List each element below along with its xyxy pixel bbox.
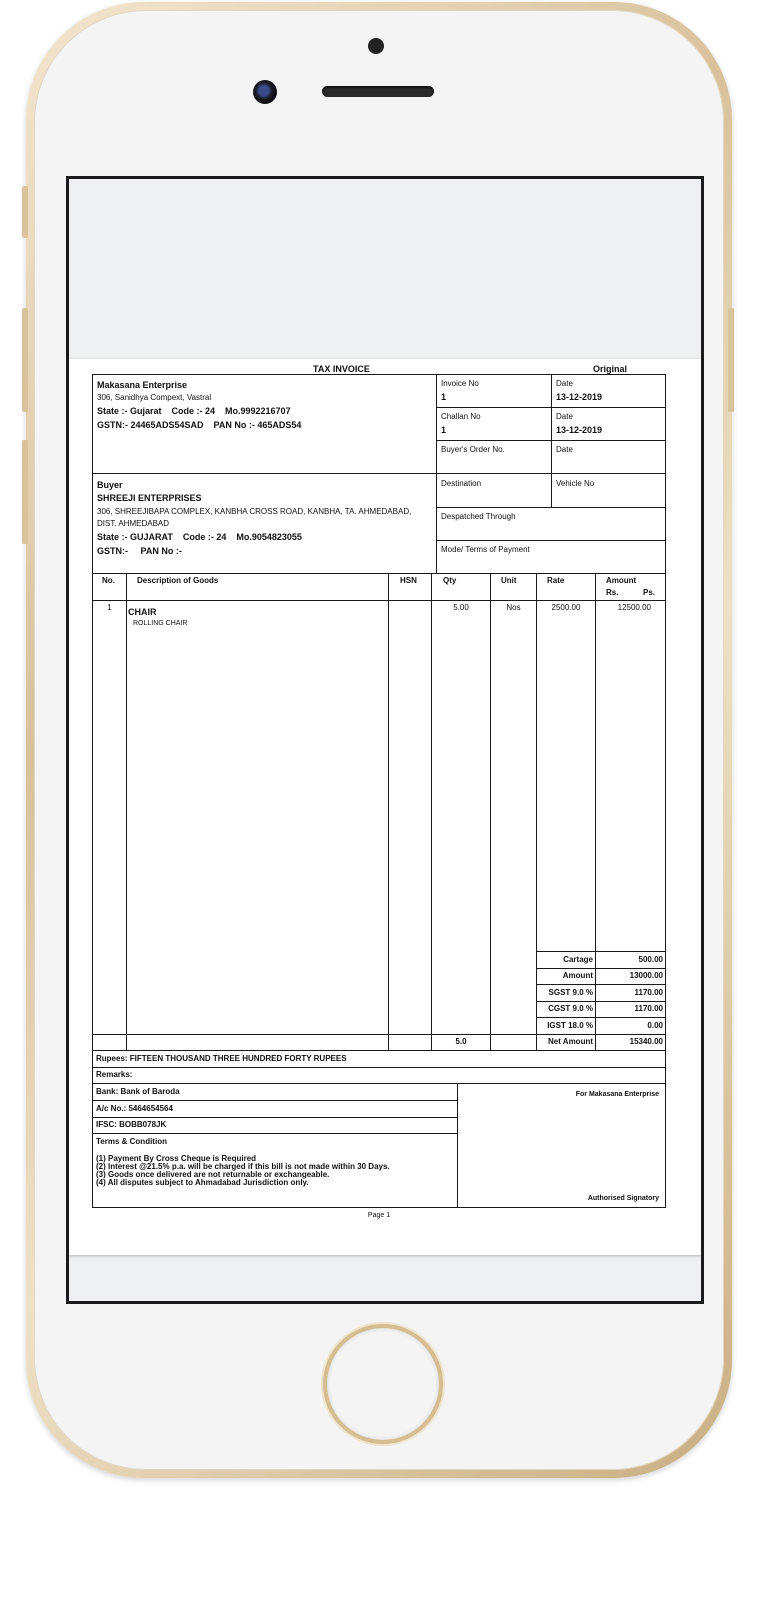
item-name: CHAIR <box>128 607 157 617</box>
seller-name: Makasana Enterprise <box>97 380 188 390</box>
buyer-address-line1: 306, SHREEJIBAPA COMPLEX, KANBHA CROSS ROAD, KANBHA, TA. AHMEDABAD, <box>97 507 412 516</box>
col-unit: Unit <box>501 576 517 585</box>
amount-label: Amount <box>562 971 593 980</box>
col-no: No. <box>102 576 115 585</box>
seller-state: State :- Gujarat Code :- 24 Mo.9992216707 <box>97 406 291 416</box>
cgst-value: 1170.00 <box>634 1004 663 1013</box>
term-4: (4) All disputes subject to Ahmadabad Jurisdiction only. <box>96 1178 309 1187</box>
mute-switch <box>22 186 28 238</box>
col-rate: Rate <box>547 576 565 585</box>
igst-label: IGST 18.0 % <box>547 1021 593 1030</box>
cgst-label: CGST 9.0 % <box>548 1004 593 1013</box>
term-1: (1) Payment By Cross Cheque is Required <box>96 1154 257 1163</box>
item-rate: 2500.00 <box>551 603 581 612</box>
buyer-state: State :- GUJARAT Code :- 24 Mo.9054823055 <box>97 532 302 542</box>
account-number: A/c No.: 5464654564 <box>96 1104 173 1113</box>
remarks-label: Remarks: <box>96 1070 133 1079</box>
authorised-signatory: Authorised Signatory <box>587 1195 659 1202</box>
for-company: For Makasana Enterprise <box>575 1091 659 1098</box>
total-qty: 5.0 <box>455 1037 467 1046</box>
col-hsn: HSN <box>400 576 417 585</box>
destination-label: Destination <box>441 479 482 488</box>
invoice-date: 13-12-2019 <box>556 392 603 402</box>
home-button[interactable] <box>327 1328 439 1440</box>
phone-screen <box>66 176 704 1304</box>
terms-heading: Terms & Condition <box>96 1137 167 1146</box>
col-qty: Qty <box>443 576 457 585</box>
table-row <box>93 603 665 633</box>
sgst-value: 1170.00 <box>634 988 663 997</box>
earpiece-speaker <box>322 86 434 97</box>
col-description: Description of Goods <box>137 576 219 585</box>
challan-no: 1 <box>441 425 447 435</box>
bank-name: Bank: Bank of Baroda <box>96 1087 180 1096</box>
volume-down-button <box>22 440 28 544</box>
invoice-no: 1 <box>441 392 447 402</box>
front-camera-icon <box>253 80 277 104</box>
amount-in-words: Rupees: FIFTEEN THOUSAND THREE HUNDRED FORTY RUPEES <box>96 1054 347 1063</box>
challan-date-label: Date <box>556 412 573 421</box>
invoice-title: TAX INVOICE <box>313 364 370 374</box>
buyer-name: SHREEJI ENTERPRISES <box>97 493 202 503</box>
buyers-order-label: Buyer's Order No. <box>441 445 505 454</box>
amount-value: 13000.00 <box>629 971 663 980</box>
invoice-date-label: Date <box>556 379 573 388</box>
cartage-label: Cartage <box>563 955 593 964</box>
net-amount-label: Net Amount <box>547 1037 593 1046</box>
invoice-no-label: Invoice No <box>441 379 479 388</box>
power-button <box>728 308 734 412</box>
page-number: Page 1 <box>367 1212 391 1219</box>
order-date-label: Date <box>556 445 573 454</box>
copy-label: Original <box>593 364 628 374</box>
term-3: (3) Goods once delivered are not returnable or exchangeable. <box>96 1170 330 1179</box>
item-unit: Nos <box>506 603 521 612</box>
seller-gstin: GSTN:- 24465ADS54SAD PAN No :- 465ADS54 <box>97 420 302 430</box>
buyer-heading: Buyer <box>97 480 123 490</box>
despatched-label: Despatched Through <box>441 512 516 521</box>
proximity-sensor <box>368 38 384 54</box>
col-rs: Rs. <box>606 588 619 597</box>
net-amount-value: 15340.00 <box>629 1037 663 1046</box>
challan-no-label: Challan No <box>441 412 481 421</box>
item-qty: 5.00 <box>453 603 469 612</box>
ifsc-code: IFSC: BOBB078JK <box>96 1120 167 1129</box>
item-amount: 12500.00 <box>617 603 651 612</box>
col-amount: Amount <box>606 576 637 585</box>
seller-address: 306, Sanidhya Compext, Vastral <box>97 393 212 402</box>
cartage-value: 500.00 <box>638 955 663 964</box>
item-detail: ROLLING CHAIR <box>133 620 188 627</box>
buyer-gstin: GSTN:- PAN No :- <box>97 546 182 556</box>
term-2: (2) Interest @21.5% p.a. will be charged if this bill is not made within 30 Days. <box>96 1162 390 1171</box>
igst-value: 0.00 <box>647 1021 663 1030</box>
item-no: 1 <box>107 603 112 612</box>
buyer-address-line2: DIST. AHMEDABAD <box>97 519 170 528</box>
payment-terms-label: Mode/ Terms of Payment <box>441 545 530 554</box>
challan-date: 13-12-2019 <box>556 425 603 435</box>
col-ps: Ps. <box>643 588 656 597</box>
vehicle-label: Vehicle No <box>556 479 595 488</box>
volume-up-button <box>22 308 28 412</box>
invoice-page <box>69 359 701 1255</box>
sgst-label: SGST 9.0 % <box>548 988 593 997</box>
